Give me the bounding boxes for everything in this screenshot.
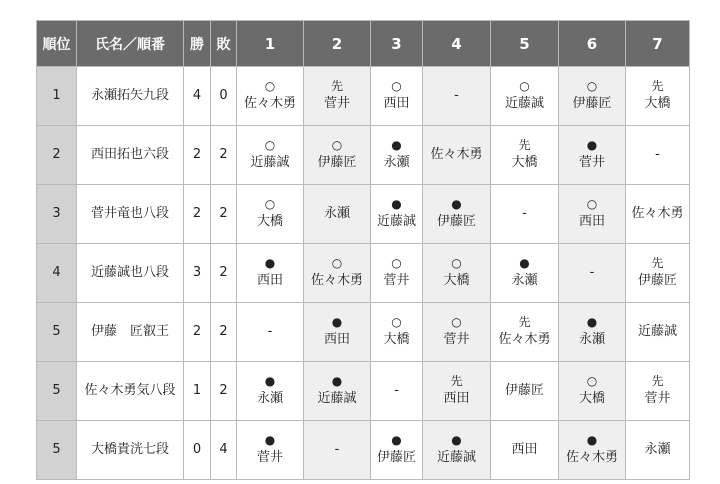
- wins-cell: 3: [184, 244, 211, 303]
- opponent-name: 伊藤匠: [436, 214, 476, 229]
- opponent-name: 菅井: [256, 450, 283, 465]
- rank-cell: 5: [37, 303, 77, 362]
- game-cell-round-5: [491, 421, 559, 480]
- game-cell-round-4: [423, 362, 491, 421]
- game-cell-round-1: [237, 185, 304, 244]
- opponent-name: 永瀬: [578, 332, 605, 347]
- opponent-name: -: [454, 88, 459, 103]
- opponent-name: -: [522, 206, 527, 221]
- game-cell-round-5: [491, 126, 559, 185]
- game-cell-round-1: [237, 126, 304, 185]
- opponent-name: 大橋: [578, 391, 605, 406]
- league-table: [36, 20, 690, 480]
- opponent-name: 西田: [511, 442, 538, 457]
- result-mark: 先: [450, 374, 463, 388]
- result-mark: ●: [519, 256, 530, 270]
- header-round-3: 3: [371, 21, 423, 67]
- opponent-name: 近藤誠: [637, 324, 677, 339]
- opponent-name: 西田: [578, 214, 605, 229]
- opponent-name: 西田: [323, 332, 350, 347]
- result-mark: ○: [264, 197, 276, 211]
- opponent-name: 大橋: [644, 96, 671, 111]
- game-cell-round-3: [371, 185, 423, 244]
- wins-cell: 2: [184, 185, 211, 244]
- game-cell-round-3: [371, 67, 423, 126]
- game-cell-round-2: [304, 244, 371, 303]
- result-mark: 先: [330, 79, 343, 93]
- game-cell-round-1: [237, 303, 304, 362]
- opponent-name: 西田: [383, 96, 410, 111]
- result-mark: ○: [331, 138, 343, 152]
- result-mark: ●: [586, 433, 598, 447]
- header-round-7: 7: [626, 21, 690, 67]
- losses-cell: 0: [211, 67, 237, 126]
- opponent-name: 大橋: [256, 214, 283, 229]
- rank-cell: 3: [37, 185, 77, 244]
- player-name-cell: 菅井竜也八段: [77, 185, 184, 244]
- result-mark: ●: [391, 197, 402, 211]
- opponent-name: 大橋: [383, 332, 410, 347]
- opponent-name: 近藤誠: [376, 214, 416, 229]
- result-mark: ●: [586, 138, 598, 152]
- result-mark: 先: [518, 315, 531, 329]
- losses-cell: 2: [211, 185, 237, 244]
- opponent-name: 伊藤匠: [376, 450, 416, 465]
- game-cell-round-6: [559, 303, 626, 362]
- game-cell-round-5: [491, 244, 559, 303]
- game-cell-round-2: [304, 67, 371, 126]
- game-cell-round-5: [491, 185, 559, 244]
- opponent-name: 佐々木勇: [565, 450, 618, 465]
- player-name-cell: 近藤誠也八段: [77, 244, 184, 303]
- game-cell-round-7: [626, 185, 690, 244]
- game-cell-round-4: [423, 67, 491, 126]
- header-wins: 勝: [184, 21, 211, 67]
- result-mark: ●: [331, 374, 343, 388]
- game-cell-round-4: [423, 303, 491, 362]
- table-row: [37, 67, 690, 126]
- opponent-name: -: [655, 147, 660, 162]
- header-round-1: 1: [237, 21, 304, 67]
- game-cell-round-2: [304, 126, 371, 185]
- opponent-name: 菅井: [443, 332, 470, 347]
- result-mark: ●: [391, 433, 402, 447]
- game-cell-round-7: [626, 244, 690, 303]
- opponent-name: 永瀬: [256, 391, 283, 406]
- game-cell-round-4: [423, 126, 491, 185]
- opponent-name: 佐々木勇: [631, 206, 684, 221]
- header-rank: 順位: [37, 21, 77, 67]
- result-mark: ○: [391, 315, 402, 329]
- opponent-name: 永瀬: [511, 273, 538, 288]
- game-cell-round-2: [304, 185, 371, 244]
- result-mark: ●: [451, 433, 462, 447]
- opponent-name: 佐々木勇: [498, 332, 551, 347]
- opponent-name: 永瀬: [323, 206, 350, 221]
- game-cell-round-7: [626, 303, 690, 362]
- header-round-4: 4: [423, 21, 491, 67]
- wins-cell: 4: [184, 67, 211, 126]
- rank-cell: 2: [37, 126, 77, 185]
- game-cell-round-1: [237, 244, 304, 303]
- result-mark: ○: [391, 256, 402, 270]
- opponent-name: 近藤誠: [436, 450, 476, 465]
- table-row: [37, 421, 690, 480]
- opponent-name: 大橋: [443, 273, 470, 288]
- result-mark: ○: [391, 79, 402, 93]
- opponent-name: -: [334, 442, 340, 457]
- opponent-name: -: [267, 324, 273, 339]
- result-mark: 先: [651, 374, 664, 388]
- result-mark: ○: [519, 79, 530, 93]
- header-round-5: 5: [491, 21, 559, 67]
- game-cell-round-6: [559, 185, 626, 244]
- result-mark: ○: [586, 374, 598, 388]
- table-row: [37, 126, 690, 185]
- header-name: 氏名／順番: [77, 21, 184, 67]
- opponent-name: 佐々木勇: [310, 273, 363, 288]
- game-cell-round-2: [304, 421, 371, 480]
- losses-cell: 2: [211, 303, 237, 362]
- game-cell-round-3: [371, 303, 423, 362]
- result-mark: ○: [451, 256, 462, 270]
- header-round-2: 2: [304, 21, 371, 67]
- result-mark: ●: [391, 138, 402, 152]
- player-name-cell: 永瀬拓矢九段: [77, 67, 184, 126]
- game-cell-round-4: [423, 421, 491, 480]
- header-round-6: 6: [559, 21, 626, 67]
- opponent-name: 近藤誠: [250, 155, 290, 170]
- game-cell-round-3: [371, 126, 423, 185]
- game-cell-round-7: [626, 67, 690, 126]
- result-mark: ○: [331, 256, 343, 270]
- wins-cell: 0: [184, 421, 211, 480]
- game-cell-round-5: [491, 303, 559, 362]
- opponent-name: 近藤誠: [317, 391, 357, 406]
- result-mark: ○: [451, 315, 462, 329]
- league-table-container: [36, 20, 690, 480]
- rank-cell: 1: [37, 67, 77, 126]
- opponent-name: 伊藤匠: [637, 273, 677, 288]
- result-mark: ●: [264, 374, 276, 388]
- result-mark: ○: [586, 79, 598, 93]
- opponent-name: 菅井: [644, 391, 671, 406]
- opponent-name: 菅井: [578, 155, 605, 170]
- opponent-name: 伊藤匠: [317, 155, 357, 170]
- player-name-cell: 佐々木勇気八段: [77, 362, 184, 421]
- game-cell-round-7: [626, 421, 690, 480]
- rank-cell: 5: [37, 421, 77, 480]
- losses-cell: 2: [211, 362, 237, 421]
- result-mark: 先: [651, 256, 664, 270]
- losses-cell: 4: [211, 421, 237, 480]
- table-row: [37, 244, 690, 303]
- opponent-name: 永瀬: [383, 155, 410, 170]
- game-cell-round-3: [371, 421, 423, 480]
- wins-cell: 2: [184, 126, 211, 185]
- opponent-name: 菅井: [323, 96, 350, 111]
- opponent-name: 伊藤匠: [504, 383, 544, 398]
- game-cell-round-1: [237, 362, 304, 421]
- header-losses: 敗: [211, 21, 237, 67]
- opponent-name: 西田: [256, 273, 283, 288]
- game-cell-round-2: [304, 303, 371, 362]
- opponent-name: 伊藤匠: [572, 96, 612, 111]
- game-cell-round-6: [559, 126, 626, 185]
- result-mark: ●: [264, 433, 276, 447]
- game-cell-round-6: [559, 362, 626, 421]
- game-cell-round-7: [626, 126, 690, 185]
- wins-cell: 1: [184, 362, 211, 421]
- table-row: [37, 185, 690, 244]
- game-cell-round-6: [559, 421, 626, 480]
- game-cell-round-5: [491, 67, 559, 126]
- opponent-name: 大橋: [511, 155, 538, 170]
- result-mark: ●: [451, 197, 462, 211]
- game-cell-round-1: [237, 421, 304, 480]
- table-row: [37, 303, 690, 362]
- game-cell-round-4: [423, 185, 491, 244]
- result-mark: 先: [651, 79, 664, 93]
- opponent-name: 佐々木勇: [243, 96, 296, 111]
- losses-cell: 2: [211, 244, 237, 303]
- opponent-name: 菅井: [383, 273, 410, 288]
- losses-cell: 2: [211, 126, 237, 185]
- opponent-name: 佐々木勇: [430, 147, 483, 162]
- player-name-cell: 西田拓也六段: [77, 126, 184, 185]
- result-mark: ●: [264, 256, 276, 270]
- result-mark: ○: [586, 197, 598, 211]
- game-cell-round-6: [559, 244, 626, 303]
- wins-cell: 2: [184, 303, 211, 362]
- game-cell-round-2: [304, 362, 371, 421]
- player-name-cell: 大橋貴洸七段: [77, 421, 184, 480]
- player-name-cell: 伊藤 匠叡王: [77, 303, 184, 362]
- rank-cell: 4: [37, 244, 77, 303]
- opponent-name: -: [394, 383, 399, 398]
- game-cell-round-4: [423, 244, 491, 303]
- header-row: [37, 21, 690, 67]
- result-mark: ○: [264, 138, 276, 152]
- result-mark: ●: [586, 315, 598, 329]
- result-mark: 先: [518, 138, 531, 152]
- game-cell-round-3: [371, 362, 423, 421]
- result-mark: ●: [331, 315, 343, 329]
- game-cell-round-5: [491, 362, 559, 421]
- rank-cell: 5: [37, 362, 77, 421]
- opponent-name: 永瀬: [644, 442, 671, 457]
- result-mark: ○: [264, 79, 276, 93]
- table-row: [37, 362, 690, 421]
- game-cell-round-7: [626, 362, 690, 421]
- game-cell-round-3: [371, 244, 423, 303]
- game-cell-round-1: [237, 67, 304, 126]
- game-cell-round-6: [559, 67, 626, 126]
- opponent-name: 西田: [443, 391, 470, 406]
- opponent-name: 近藤誠: [504, 96, 544, 111]
- opponent-name: -: [589, 265, 595, 280]
